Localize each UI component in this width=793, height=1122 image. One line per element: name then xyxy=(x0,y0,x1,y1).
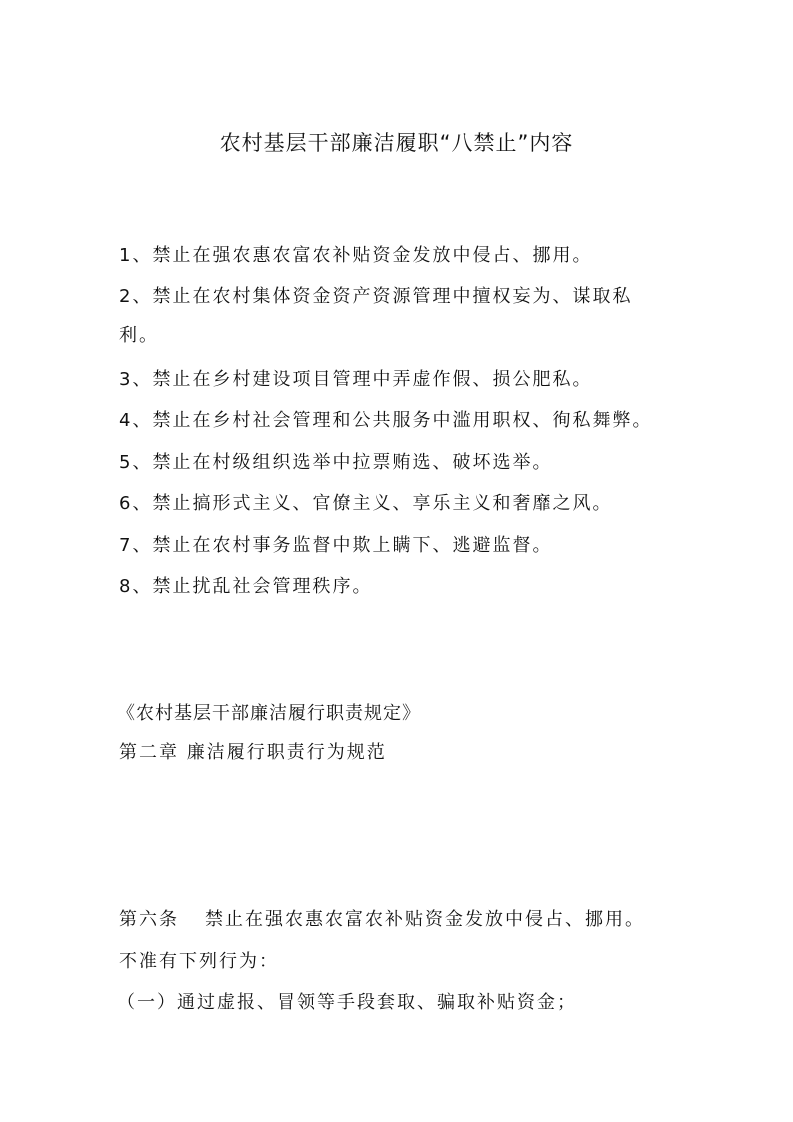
article-label: 第六条 xyxy=(119,909,179,930)
regulation-title: 《农村基层干部廉洁履行职责规定》 xyxy=(117,703,421,724)
list-item: 5、禁止在村级组织选举中拉票贿选、破坏选举。 xyxy=(119,452,553,473)
list-item-continuation: 利。 xyxy=(119,325,159,346)
list-item: 7、禁止在农村事务监督中欺上瞒下、逃避监督。 xyxy=(119,535,553,556)
list-item: 2、禁止在农村集体资金资产资源管理中擅权妄为、谋取私 xyxy=(119,286,633,307)
list-item: 1、禁止在强农惠农富农补贴资金发放中侵占、挪用。 xyxy=(119,245,593,266)
list-item: 8、禁止扰乱社会管理秩序。 xyxy=(119,576,373,597)
article-line xyxy=(119,907,699,933)
list-item: 6、禁止搞形式主义、官僚主义、享乐主义和奢靡之风。 xyxy=(119,493,613,514)
clause-item: （一）通过虚报、冒领等手段套取、骗取补贴资金； xyxy=(117,992,577,1013)
list-item: 4、禁止在乡村社会管理和公共服务中滥用职权、徇私舞弊。 xyxy=(119,410,653,431)
list-item: 3、禁止在乡村建设项目管理中弄虚作假、损公肥私。 xyxy=(119,369,593,390)
document-title: 农村基层干部廉洁履职“八禁止”内容 xyxy=(219,131,574,155)
article-text: 禁止在强农惠农富农补贴资金发放中侵占、挪用。 xyxy=(205,909,645,930)
article-continuation: 不准有下列行为： xyxy=(119,951,279,972)
chapter-heading: 第二章 廉洁履行职责行为规范 xyxy=(119,742,387,763)
